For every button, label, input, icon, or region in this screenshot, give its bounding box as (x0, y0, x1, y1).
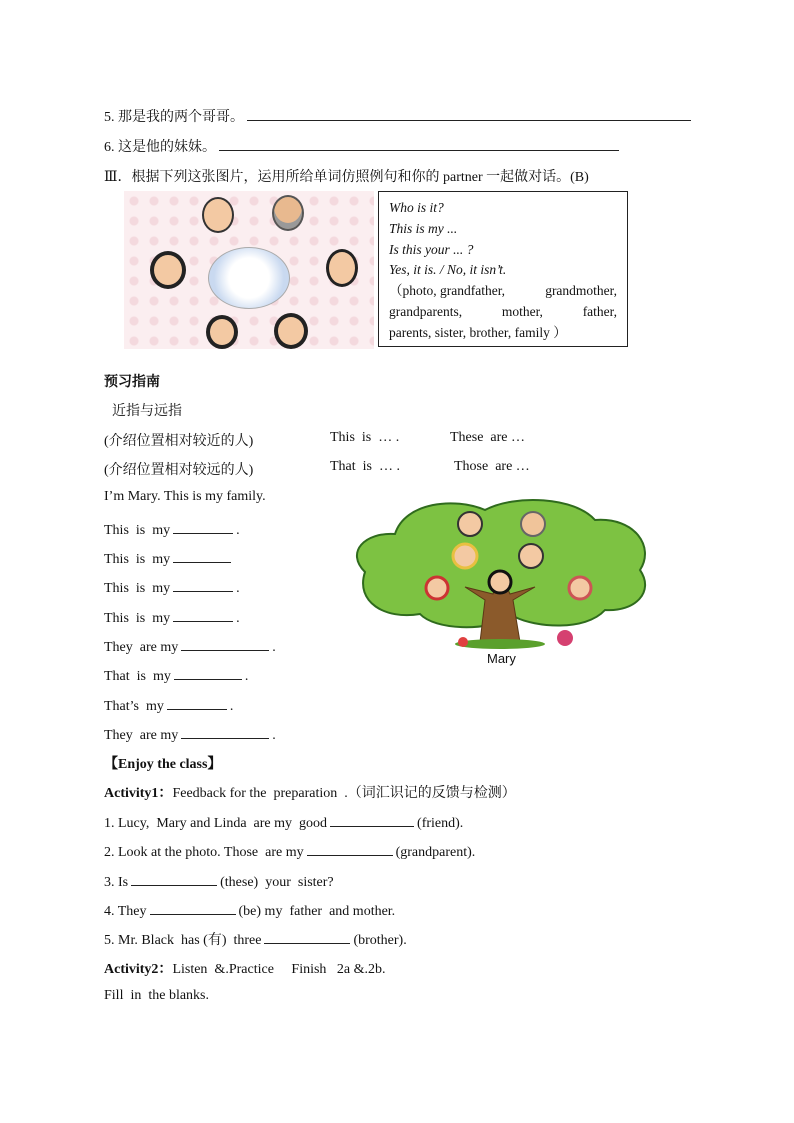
sentence-end: . (236, 523, 240, 538)
grandfather-face (202, 197, 234, 233)
question-hint: (brother). (353, 933, 407, 948)
fill-in-instruction: Fill in the blanks. (104, 988, 209, 1003)
dialog-line: Is this your ... ? (389, 241, 474, 257)
family-intro: I’m Mary. This is my family. (104, 489, 266, 504)
family-sentence (104, 724, 276, 744)
enjoy-heading: 【Enjoy the class】 (104, 757, 222, 772)
question-text: 2. Look at the photo. Those are my (104, 845, 304, 860)
preview-heading: 预习指南 (104, 374, 160, 390)
answer-blank[interactable] (173, 519, 233, 534)
father-face (326, 249, 358, 287)
sentence-end: . (272, 640, 276, 655)
sentence-prefix: This is my (104, 552, 171, 567)
tree-caption: Mary (487, 651, 516, 666)
sentence-prefix: That is my (104, 669, 171, 684)
grass (455, 639, 545, 649)
mother-face (453, 544, 477, 568)
section-3-instruction: Ⅲ．根据下列这张图片，运用所给单词仿照例句和你的 partner 一起做对话。(B) (104, 170, 589, 185)
flower (458, 637, 468, 647)
activity1-header (104, 782, 516, 802)
question-text: 4. They (104, 904, 147, 919)
grandmother-face (272, 195, 304, 231)
answer-blank[interactable] (264, 929, 350, 944)
mary-face (489, 571, 511, 593)
question-text: 3. Is (104, 875, 129, 890)
far-those: Those are … (454, 459, 530, 474)
near-label: (介绍位置相对较近的人) (104, 434, 254, 449)
answer-blank[interactable] (150, 900, 236, 915)
question-hint: (friend). (417, 816, 464, 831)
mushroom (557, 630, 573, 646)
family-sentence (104, 665, 248, 685)
grandfather-face (458, 512, 482, 536)
mother-face (150, 251, 186, 289)
activity1-question (104, 812, 463, 832)
answer-blank[interactable] (307, 841, 393, 856)
question-6 (104, 136, 622, 156)
sister-face (569, 577, 591, 599)
activity1-question (104, 929, 407, 949)
answer-blank[interactable] (167, 695, 227, 710)
dialog-box (378, 191, 628, 347)
father-face (519, 544, 543, 568)
sentence-prefix: They are my (104, 640, 179, 655)
near-these: These are … (450, 430, 526, 445)
activity1-question (104, 841, 475, 861)
answer-blank[interactable] (181, 724, 269, 739)
question-text: 5. Mr. Black has (有) three (104, 933, 262, 948)
activity2-label: Activity2： (104, 962, 173, 977)
family-sentence (104, 695, 233, 715)
word-bank-line: （photo, grandfather, grandmother, (389, 283, 617, 299)
sister-face (206, 315, 238, 349)
far-that: That is … . (330, 459, 400, 474)
family-picture (124, 191, 374, 349)
word-bank-line: parents, sister, brother, family ） (389, 324, 567, 340)
dialog-line: This is my ... (389, 220, 458, 236)
sentence-prefix: This is my (104, 523, 171, 538)
question-6-text: 6. 这是他的妹妹。 (104, 140, 216, 155)
sentence-prefix: This is my (104, 611, 171, 626)
family-sentence (104, 607, 240, 627)
activity2-header (104, 958, 386, 978)
family-sentence (104, 636, 276, 656)
near-this: This is … . (330, 430, 400, 445)
question-hint: (grandparent). (395, 845, 476, 860)
family-photo (208, 247, 290, 309)
word-bank-line: grandparents, mother, father, (389, 303, 617, 319)
sentence-end: . (272, 728, 276, 743)
family-tree-image (345, 492, 653, 662)
girl-face (274, 313, 308, 349)
far-label: (介绍位置相对较远的人) (104, 463, 254, 478)
activity1-question (104, 871, 334, 891)
sentence-end: . (236, 611, 240, 626)
answer-blank[interactable] (174, 665, 242, 680)
answer-blank[interactable] (131, 871, 217, 886)
activity2-description: Listen &.Practice Finish 2a &.2b. (172, 962, 386, 977)
answer-blank[interactable] (173, 548, 231, 563)
family-sentence (104, 548, 234, 568)
sentence-end: . (244, 669, 249, 684)
question-5 (104, 106, 694, 126)
activity1-label: Activity1： (104, 786, 173, 801)
answer-blank[interactable] (181, 636, 269, 651)
answer-blank[interactable] (247, 106, 691, 121)
dialog-line: Yes, it is. / No, it isn’t. (389, 262, 507, 278)
answer-blank[interactable] (173, 577, 233, 592)
activity1-description: Feedback for the preparation .（词汇识记的反馈与检测） (172, 786, 516, 801)
brother-face (426, 577, 448, 599)
sentence-end: . (236, 581, 240, 596)
answer-blank[interactable] (219, 136, 619, 151)
dialog-line: Who is it? (389, 200, 444, 215)
sentence-prefix: This is my (104, 581, 171, 596)
question-hint: (these) your sister? (220, 875, 334, 890)
activity1-question (104, 900, 395, 920)
family-sentence (104, 519, 240, 539)
sentence-prefix: That’s my (104, 699, 164, 714)
answer-blank[interactable] (330, 812, 414, 827)
answer-blank[interactable] (173, 607, 233, 622)
question-hint: (be) my father and mother. (238, 904, 396, 919)
sentence-prefix: They are my (104, 728, 179, 743)
question-5-text: 5. 那是我的两个哥哥。 (104, 110, 244, 125)
sentence-end: . (229, 699, 234, 714)
question-text: 1. Lucy, Mary and Linda are my good (104, 816, 328, 831)
preview-subheading: 近指与远指 (112, 404, 182, 419)
grandmother-face (521, 512, 545, 536)
family-sentence (104, 577, 240, 597)
